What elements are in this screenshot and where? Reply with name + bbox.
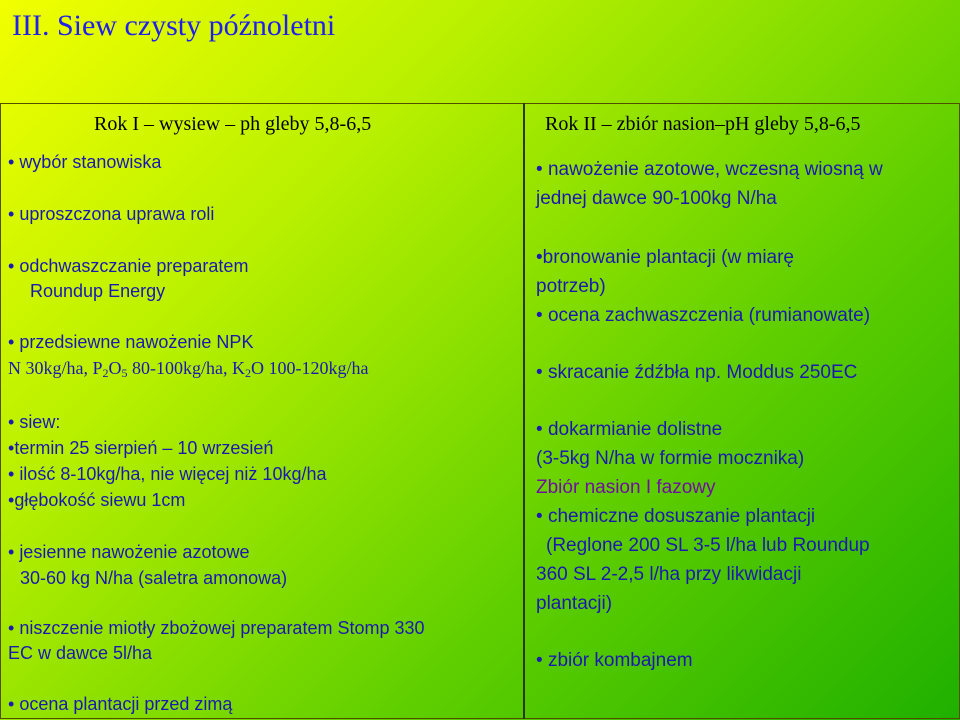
list-item: • zbiór kombajnem — [536, 650, 693, 671]
right-column-header: Rok II – zbiór nasion–pH gleby 5,8-6,5 — [545, 113, 861, 135]
list-item-continuation: (3-5kg N/ha w formie mocznika) — [536, 448, 805, 469]
list-item-continuation: jednej dawce 90-100kg N/ha — [536, 188, 777, 209]
list-item: • skracanie źdźbła np. Moddus 250EC — [536, 362, 858, 383]
list-item: • przedsiewne nawożenie NPK — [8, 332, 254, 352]
npk-dose-line: N 30kg/ha, $P_2O_5$ 80-100kg/ha, $K_2O$ 100-120kg/ha — [8, 358, 369, 380]
list-item-continuation: 360 SL 2-2,5 l/ha przy likwidacji — [536, 564, 802, 585]
list-item-continuation: potrzeb) — [536, 276, 606, 297]
list-item: • nawożenie azotowe, wczesną wiosną w — [536, 159, 883, 180]
list-item: • odchwaszczanie preparatem — [8, 256, 249, 276]
list-item: •bronowanie plantacji (w miarę — [536, 247, 794, 268]
list-item: • siew: — [8, 412, 61, 432]
list-item: • chemiczne dosuszanie plantacji — [536, 506, 816, 527]
list-item: •głębokość siewu 1cm — [8, 490, 186, 510]
column-divider — [523, 103, 525, 719]
list-item: • jesienne nawożenie azotowe — [8, 542, 250, 562]
list-item: • uproszczona uprawa roli — [8, 204, 215, 224]
left-column-header: Rok I – wysiew – ph gleby 5,8-6,5 — [94, 113, 372, 135]
list-item: • ocena zachwaszczenia (rumianowate) — [536, 305, 871, 326]
list-item-continuation: 30-60 kg N/ha (saletra amonowa) — [20, 568, 288, 588]
list-item: • dokarmianie dolistne — [536, 419, 723, 440]
list-item-continuation: (Reglone 200 SL 3-5 l/ha lub Roundup — [546, 535, 870, 556]
harvest-phase-note: Zbiór nasion I fazowy — [536, 477, 716, 498]
slide-title: III. Siew czysty późnoletni — [12, 9, 336, 42]
list-item: • ocena plantacji przed zimą — [8, 694, 233, 714]
list-item-continuation: EC w dawce 5l/ha — [8, 643, 153, 663]
list-item-continuation: Roundup Energy — [30, 281, 166, 301]
list-item: • ilość 8-10kg/ha, nie więcej niż 10kg/ha — [8, 464, 327, 484]
list-item: • niszczenie miotły zbożowej preparatem Stomp 330 — [8, 618, 425, 638]
list-item: •termin 25 sierpień – 10 wrzesień — [8, 438, 274, 458]
list-item-continuation: plantacji) — [536, 593, 613, 614]
list-item: • wybór stanowiska — [8, 152, 162, 172]
